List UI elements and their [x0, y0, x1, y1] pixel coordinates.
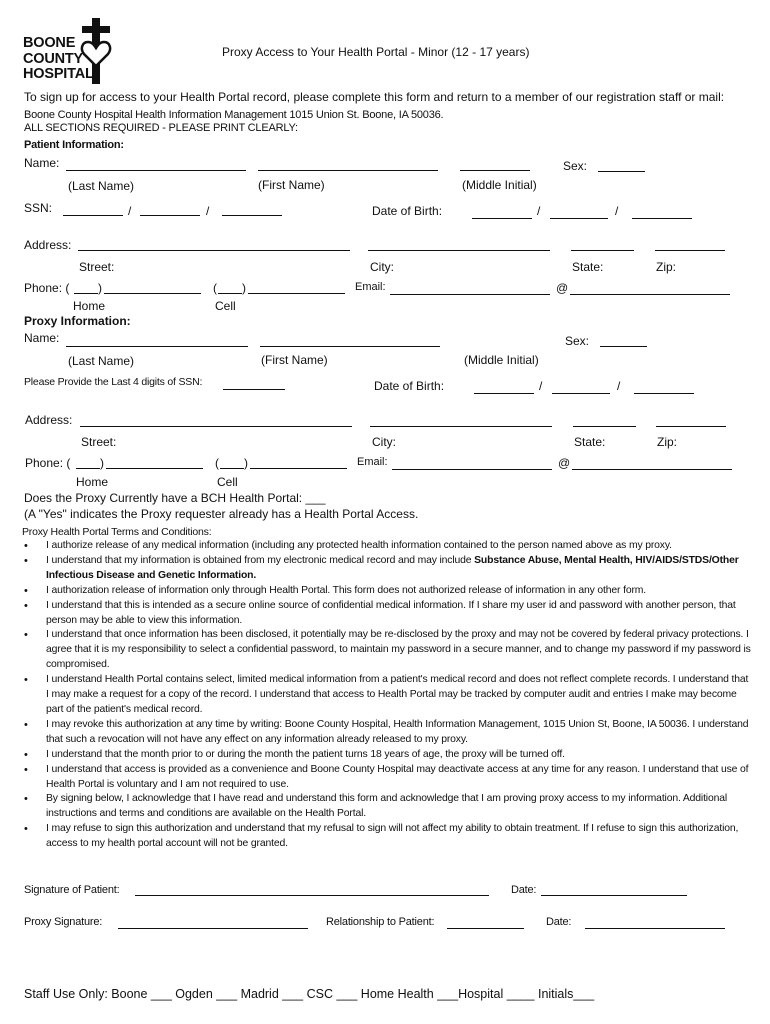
- proxy-sex-label: Sex:: [565, 334, 590, 348]
- patient-date-label: Date:: [511, 884, 537, 896]
- proxy-email-at: @: [558, 456, 571, 470]
- proxy-address-label: Address:: [25, 413, 73, 427]
- patient-cell-area-code-field[interactable]: [218, 293, 242, 294]
- phone-paren: (: [215, 456, 219, 470]
- dob-separator: /: [537, 204, 541, 218]
- proxy-date-label: Date:: [546, 916, 572, 928]
- intro-line-3: ALL SECTIONS REQUIRED - PLEASE PRINT CLEARLY:: [24, 122, 298, 134]
- patient-last-name-caption: (Last Name): [68, 179, 135, 193]
- proxy-dob-label: Date of Birth:: [374, 379, 445, 393]
- intro-line-2: Boone County Hospital Health Information Management 1015 Union St. Boone, IA 50036.: [24, 109, 444, 121]
- patient-name-label: Name:: [24, 156, 60, 170]
- proxy-first-name-field[interactable]: [260, 346, 440, 347]
- patient-home-phone-field[interactable]: [104, 293, 201, 294]
- patient-signature-field[interactable]: [135, 895, 489, 896]
- proxy-section-heading: Proxy Information:: [24, 314, 131, 328]
- terms-item: • I authorize release of any medical information (including any protected health information contained to the person named above as my proxy.: [22, 539, 752, 554]
- terms-item: • I understand that once information has been disclosed, it potentially may be re-disclosed by the proxy and may not be covered by federal privacy protections. I agree that it is my responsibility to select a confidential password, to maintain my password in a secure manner, and to change my password if my password is compromised.: [22, 628, 752, 673]
- patient-ssn-part3-field[interactable]: [222, 215, 282, 216]
- patient-signature-label: Signature of Patient:: [24, 884, 120, 896]
- proxy-ssn4-label: Please Provide the Last 4 digits of SSN:: [24, 376, 203, 388]
- patient-state-caption: State:: [572, 260, 604, 274]
- terms-item: • I may revoke this authorization at any time by writing: Boone County Hospital, Health Information Management, 1015 Union St, Boone, IA 50036. I understand that such a revocation will not have any effect on any information already released to my proxy.: [22, 718, 752, 748]
- proxy-zip-caption: Zip:: [657, 435, 678, 449]
- patient-section-heading: Patient Information:: [24, 139, 124, 151]
- terms-item: • I understand that access is provided as a convenience and Boone County Hospital may deactivate access at any time for any reason. I understand that use of Health Portal is voluntary and I am not required to use.: [22, 763, 752, 793]
- ssn-separator: /: [206, 204, 210, 218]
- patient-middle-initial-caption: (Middle Initial): [462, 178, 537, 192]
- terms-list: [22, 539, 752, 852]
- proxy-dob-day-field[interactable]: [552, 393, 610, 394]
- patient-address-label: Address:: [24, 238, 72, 252]
- patient-sex-field[interactable]: [598, 171, 645, 172]
- proxy-home-area-code-field[interactable]: [76, 468, 100, 469]
- proxy-phone-label: Phone: (: [25, 456, 71, 470]
- patient-street-caption: Street:: [79, 260, 115, 274]
- patient-dob-label: Date of Birth:: [372, 204, 443, 218]
- patient-city-field[interactable]: [368, 250, 550, 251]
- proxy-middle-initial-caption: (Middle Initial): [464, 353, 539, 367]
- terms-heading: Proxy Health Portal Terms and Conditions:: [22, 526, 212, 538]
- patient-phone-label: Phone: (: [24, 281, 70, 295]
- proxy-street-caption: Street:: [81, 435, 117, 449]
- dob-separator: /: [615, 204, 619, 218]
- patient-email-user-field[interactable]: [390, 294, 550, 295]
- proxy-email-domain-field[interactable]: [572, 469, 732, 470]
- relationship-field[interactable]: [447, 928, 524, 929]
- form-title: Proxy Access to Your Health Portal - Minor (12 - 17 years): [222, 45, 530, 59]
- terms-item-bold: Substance Abuse, Mental Health, HIV/AIDS/STDS/Other Infectious Disease and Genetic Information.: [46, 554, 739, 581]
- patient-ssn-part2-field[interactable]: [140, 215, 200, 216]
- patient-middle-initial-field[interactable]: [460, 170, 530, 171]
- hospital-logo-text: BOONE COUNTY HOSPITAL: [23, 35, 94, 82]
- proxy-yes-note: (A "Yes" indicates the Proxy requester already has a Health Portal Access.: [24, 507, 419, 521]
- proxy-home-phone-field[interactable]: [106, 468, 203, 469]
- proxy-sex-field[interactable]: [600, 346, 647, 347]
- patient-first-name-field[interactable]: [258, 170, 438, 171]
- proxy-last-name-field[interactable]: [66, 346, 248, 347]
- patient-home-caption: Home: [73, 299, 106, 313]
- proxy-email-label: Email:: [357, 456, 388, 468]
- terms-item: • I understand that the month prior to or during the month the patient turns 18 years of age, the proxy will be turned off.: [22, 748, 752, 763]
- patient-first-name-caption: (First Name): [258, 178, 325, 192]
- patient-ssn-part1-field[interactable]: [63, 215, 123, 216]
- patient-last-name-field[interactable]: [66, 170, 246, 171]
- phone-paren: ): [242, 281, 246, 295]
- dob-separator: /: [617, 379, 621, 393]
- patient-dob-year-field[interactable]: [632, 218, 692, 219]
- patient-home-area-code-field[interactable]: [74, 293, 98, 294]
- terms-item: • I understand that my information is obtained from my electronic medical record and may include Substance Abuse, Mental Health, HIV/AIDS/STDS/Other Infectious Disease and Genetic Information.: [22, 554, 752, 584]
- phone-paren: (: [213, 281, 217, 295]
- staff-use-only-line: Staff Use Only: Boone ___ Ogden ___ Madrid ___ CSC ___ Home Health ___Hospital ____ Initials___: [24, 987, 595, 1001]
- proxy-name-label: Name:: [24, 331, 60, 345]
- intro-line-1: To sign up for access to your Health Portal record, please complete this form and return to a member of our registration staff or mail:: [24, 90, 725, 104]
- proxy-home-caption: Home: [76, 475, 109, 489]
- proxy-first-name-caption: (First Name): [261, 353, 328, 367]
- proxy-state-field[interactable]: [573, 426, 636, 427]
- proxy-ssn4-field[interactable]: [223, 389, 285, 390]
- proxy-has-portal-question: Does the Proxy Currently have a BCH Health Portal: ___: [24, 491, 326, 505]
- proxy-dob-month-field[interactable]: [474, 393, 534, 394]
- patient-city-caption: City:: [370, 260, 394, 274]
- patient-street-field[interactable]: [78, 250, 350, 251]
- patient-email-at: @: [556, 281, 569, 295]
- proxy-signature-label: Proxy Signature:: [24, 916, 103, 928]
- patient-dob-month-field[interactable]: [472, 218, 532, 219]
- relationship-label: Relationship to Patient:: [326, 916, 435, 928]
- patient-date-field[interactable]: [541, 895, 687, 896]
- proxy-date-field[interactable]: [585, 928, 725, 929]
- terms-item: • I understand Health Portal contains select, limited medical information from a patient's medical record and does not reflect complete records. I understand that I may make a request for a copy of the record. I understand that access to Health Portal may be tracked by computer audit and entries I make may become part of the patient's medical record.: [22, 673, 752, 718]
- terms-item: • I may refuse to sign this authorization and understand that my refusal to sign will not affect my ability to obtain treatment. If I refuse to sign this authorization, access to my health portal account will not be granted.: [22, 822, 752, 852]
- proxy-zip-field[interactable]: [656, 426, 726, 427]
- ssn-separator: /: [128, 204, 132, 218]
- proxy-state-caption: State:: [574, 435, 606, 449]
- phone-paren: ): [244, 456, 248, 470]
- dob-separator: /: [539, 379, 543, 393]
- patient-zip-caption: Zip:: [656, 260, 677, 274]
- proxy-city-field[interactable]: [370, 426, 552, 427]
- phone-paren: ): [100, 456, 104, 470]
- proxy-dob-year-field[interactable]: [634, 393, 694, 394]
- patient-ssn-label: SSN:: [24, 201, 53, 215]
- patient-state-field[interactable]: [571, 250, 634, 251]
- patient-zip-field[interactable]: [655, 250, 725, 251]
- patient-dob-day-field[interactable]: [550, 218, 608, 219]
- terms-item: • By signing below, I acknowledge that I have read and understand this form and acknowledge that I am proving proxy access to my information. Additional instructions and terms and conditions are available on the Health Portal.: [22, 792, 752, 822]
- proxy-last-name-caption: (Last Name): [68, 354, 135, 368]
- proxy-cell-area-code-field[interactable]: [220, 468, 244, 469]
- proxy-email-user-field[interactable]: [392, 469, 552, 470]
- proxy-cell-caption: Cell: [217, 475, 238, 489]
- terms-item: • I authorization release of information only through Health Portal. This form does not authorized release of information in any other form.: [22, 584, 752, 599]
- proxy-street-field[interactable]: [80, 426, 352, 427]
- patient-cell-phone-field[interactable]: [248, 293, 345, 294]
- patient-cell-caption: Cell: [215, 299, 236, 313]
- phone-paren: ): [98, 281, 102, 295]
- proxy-cell-phone-field[interactable]: [250, 468, 347, 469]
- proxy-signature-field[interactable]: [118, 928, 308, 929]
- proxy-city-caption: City:: [372, 435, 396, 449]
- patient-email-label: Email:: [355, 281, 386, 293]
- patient-email-domain-field[interactable]: [570, 294, 730, 295]
- terms-item: • I understand that this is intended as a secure online source of confidential medical information. If I share my user id and password with another person, that person may be able to view this information.: [22, 599, 752, 629]
- patient-sex-label: Sex:: [563, 159, 588, 173]
